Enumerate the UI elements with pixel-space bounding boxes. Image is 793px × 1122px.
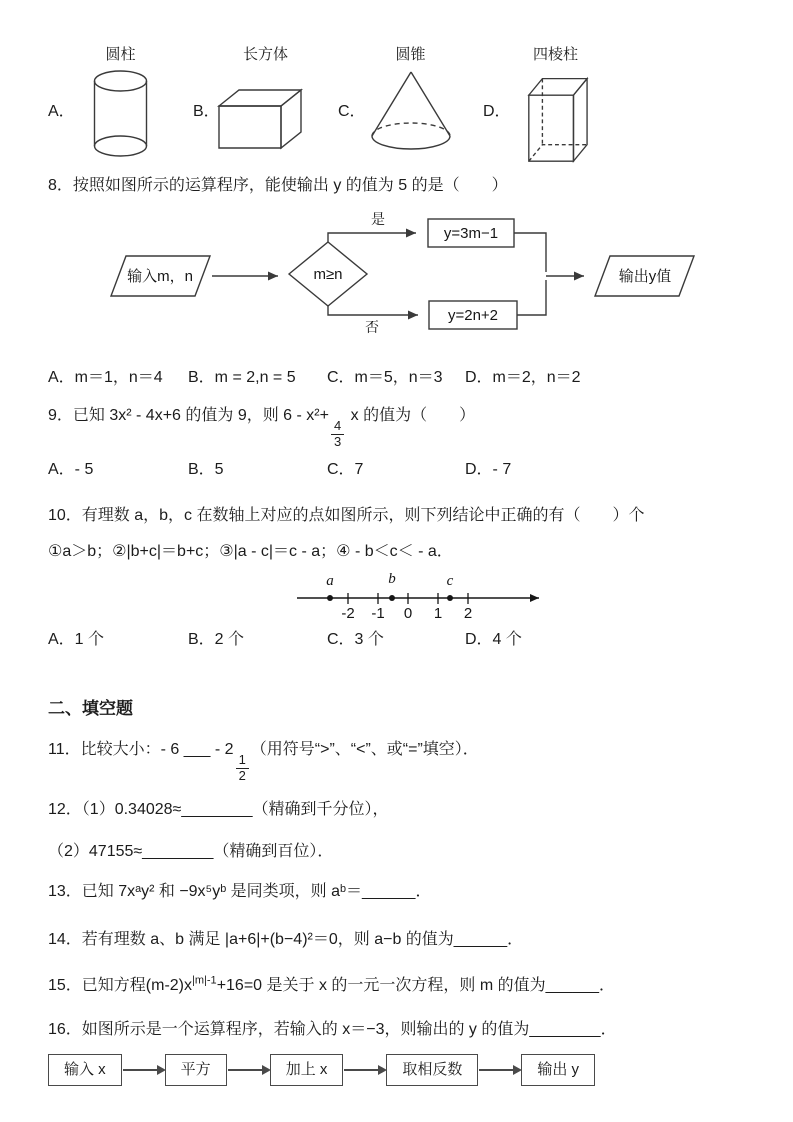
flow-no-label: 否 — [365, 319, 379, 335]
q15-pre: 15．已知方程(m-2)x — [48, 976, 193, 994]
shapes-option-row — [48, 46, 753, 166]
tick-label: 0 — [403, 604, 413, 620]
q10-options — [48, 628, 753, 652]
flow-formula-yes: y=3m−1 — [443, 225, 499, 242]
tick-label: -1 — [371, 604, 385, 620]
shape-label: 长方体 — [242, 46, 288, 63]
q9-option-b: B．5 — [188, 460, 224, 478]
question-14: 14．若有理数 a、b 满足 |a+6|+(b−4)²＝0，则 a−b 的值为______． — [48, 930, 524, 948]
question-12-line1: 12．（1）0.34028≈________（精确到千分位）， — [48, 800, 389, 818]
flow-formula-no: y=2n+2 — [447, 307, 499, 324]
point-a-label: a — [326, 572, 334, 589]
option-letter: B． — [193, 103, 220, 120]
flow-output-label: 输出y值 — [618, 268, 672, 285]
shape-label: 四棱柱 — [532, 46, 578, 63]
q8-option-a: A．m＝1，n＝4 — [48, 369, 163, 386]
right-arrow-icon — [228, 1069, 269, 1071]
q11-fraction — [236, 753, 249, 784]
fraction-denominator: 2 — [238, 767, 246, 783]
q9-stem-b: x 的值为（ ） — [346, 407, 476, 424]
option-letter: D． — [483, 103, 511, 120]
q10-option-b: B．2 个 — [188, 630, 245, 648]
question-13: 13．已知 7xᵃy² 和 −9x⁵yᵇ 是同类项，则 aᵇ＝______． — [48, 882, 432, 900]
prism-figure — [506, 66, 606, 166]
shape-option-prism — [483, 46, 628, 166]
question-10-conclusions: ①a＞b；②|b+c|＝b+c；③|a - c|＝c - a；④ - b＜c＜ - a． — [48, 542, 453, 560]
right-arrow-icon — [479, 1069, 520, 1071]
q9-stem-a: 9．已知 3x² - 4x+6 的值为 9，则 6 - x²+ — [48, 407, 329, 424]
flow-step-input: 输入 x — [48, 1054, 122, 1086]
q9-option-c: C．7 — [327, 460, 364, 478]
fraction-numerator: 1 — [236, 753, 249, 769]
question-16-stem: 16．如图所示是一个运算程序，若输入的 x＝−3，则输出的 y 的值为________． — [48, 1020, 617, 1038]
tick-label: 2 — [463, 604, 473, 620]
q10-option-a: A．1 个 — [48, 630, 105, 648]
q9-option-d: D．- 7 — [465, 460, 512, 478]
right-arrow-icon — [123, 1069, 164, 1071]
q8-options — [48, 366, 753, 390]
question-8-stem: 8．按照如图所示的运算程序，能使输出 y 的值为 5 的是（ ） — [48, 177, 508, 194]
flow-input-label: 输入m，n — [127, 268, 193, 285]
question-10-stem: 10．有理数 a，b，c 在数轴上对应的点如图所示，则下列结论中正确的有（ ）个 — [48, 506, 645, 524]
shape-option-cuboid — [193, 46, 338, 166]
flow-step-output: 输出 y — [521, 1054, 595, 1086]
shape-option-cylinder — [48, 46, 193, 166]
option-letter: A． — [48, 103, 75, 120]
shape-label: 圆锥 — [395, 46, 426, 63]
flow-yes-label: 是 — [371, 211, 385, 227]
fraction-numerator: 4 — [331, 419, 344, 435]
question-15 — [48, 974, 753, 998]
q8-option-c: C．m＝5，n＝3 — [327, 369, 443, 386]
tick-label: 1 — [433, 604, 443, 620]
q11-post: （用符号“>”、“<”、或“=”填空）． — [250, 740, 479, 758]
tick-label: -2 — [341, 604, 355, 620]
cone-figure — [356, 66, 466, 158]
question-9-stem — [48, 404, 753, 450]
q11-blank: ___ — [183, 740, 211, 758]
q9-fraction — [331, 419, 344, 450]
q11-pre: 11．比较大小：- 6 — [48, 740, 184, 758]
point-c-label: c — [446, 572, 454, 589]
q10-option-d: D．4 个 — [465, 630, 522, 648]
fraction-denominator: 3 — [333, 433, 342, 449]
question-11 — [48, 738, 753, 784]
q16-flowchart — [48, 1054, 753, 1086]
q8-option-d: D．m＝2，n＝2 — [465, 369, 581, 386]
number-line — [293, 568, 553, 620]
option-letter: C． — [338, 103, 366, 120]
q8-option-b: B．m = 2,n = 5 — [188, 369, 296, 386]
q15-exponent: |m|-1 — [192, 974, 217, 987]
shape-option-cone — [338, 46, 483, 166]
q8-flowchart — [48, 204, 748, 354]
q11-mid: - 2 — [210, 740, 234, 758]
question-12-line2: （2）47155≈________（精确到百位）． — [48, 842, 334, 860]
right-arrow-icon — [344, 1069, 385, 1071]
shape-label: 圆柱 — [105, 46, 136, 63]
point-b-label: b — [388, 570, 396, 587]
cuboid-figure — [211, 78, 321, 156]
q9-option-a: A．- 5 — [48, 460, 94, 478]
flow-step-square: 平方 — [165, 1054, 227, 1086]
flow-step-add-x: 加上 x — [270, 1054, 344, 1086]
flow-step-opposite: 取相反数 — [386, 1054, 478, 1086]
q10-option-c: C．3 个 — [327, 630, 384, 648]
q9-options — [48, 458, 753, 482]
flow-condition-label: m≥n — [313, 266, 343, 283]
section-2-title: 二、填空题 — [48, 698, 133, 718]
cylinder-figure — [73, 66, 168, 160]
q15-post: +16=0 是关于 x 的一元一次方程，则 m 的值为______． — [216, 976, 616, 994]
